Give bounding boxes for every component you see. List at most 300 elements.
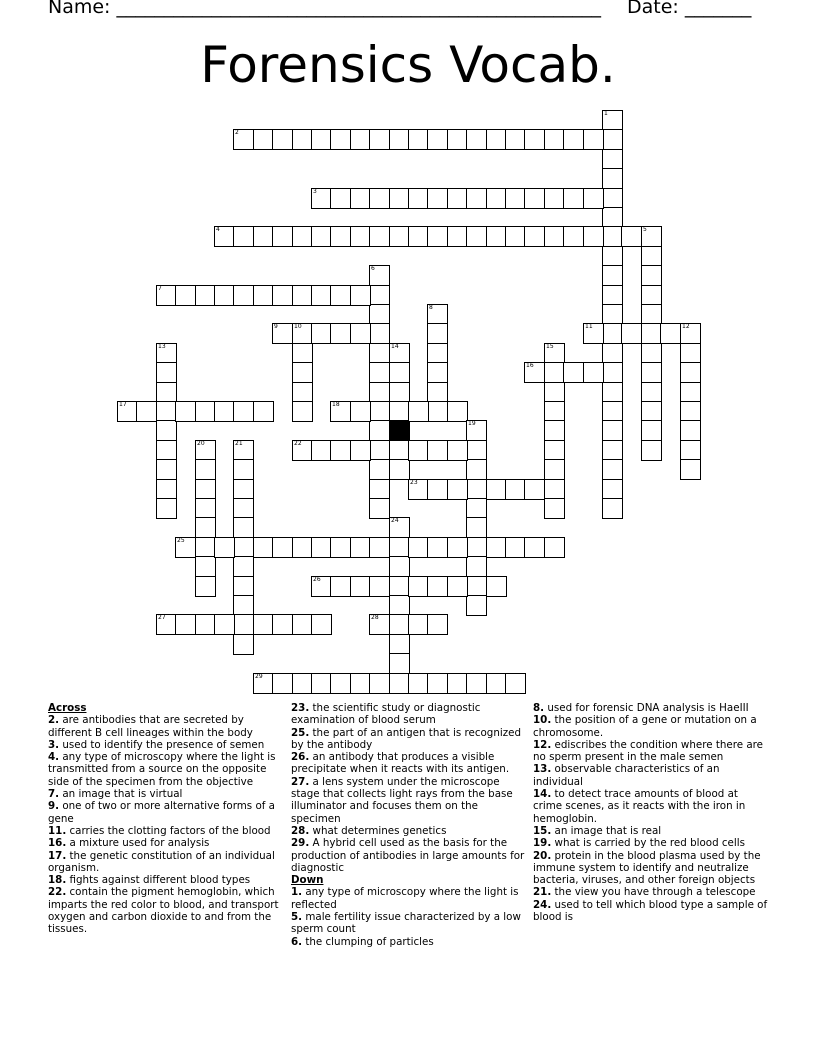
grid-cell[interactable] [389,673,410,694]
grid-cell[interactable] [389,343,410,364]
grid-cell[interactable] [486,479,507,500]
grid-cell[interactable] [602,362,623,383]
grid-cell[interactable] [292,401,313,422]
grid-cell[interactable] [369,401,390,422]
grid-cell[interactable] [253,226,274,247]
grid-cell[interactable] [195,537,216,558]
grid-cell[interactable] [641,285,662,306]
grid-cell[interactable] [544,343,565,364]
grid-cell[interactable] [447,673,468,694]
grid-cell[interactable] [330,440,351,461]
grid-cell[interactable] [408,226,429,247]
grid-cell[interactable] [369,673,390,694]
grid-cell[interactable] [350,673,371,694]
grid-cell[interactable] [292,226,313,247]
grid-cell[interactable] [524,188,545,209]
grid-cell[interactable] [447,188,468,209]
grid-cell[interactable] [389,440,410,461]
clue-number: 4. [48,751,60,764]
grid-cell[interactable] [156,285,177,306]
grid-cell[interactable] [389,614,410,635]
clue-number: 18 [332,401,340,408]
grid-cell[interactable] [486,576,507,597]
grid-cell[interactable] [602,188,623,209]
grid-cell[interactable] [350,285,371,306]
grid-cell[interactable] [466,498,487,519]
grid-cell[interactable] [524,479,545,500]
clue-text: fights against different blood types [66,874,251,887]
grid-cell[interactable] [272,673,293,694]
grid-cell[interactable] [117,401,138,422]
grid-cell[interactable] [233,226,254,247]
name-field-label: Name: ___________________________________________________ [48,0,601,18]
grid-cell[interactable] [175,401,196,422]
grid-cell[interactable] [524,362,545,383]
clue-number: 15 [546,343,554,350]
grid-cell[interactable] [330,673,351,694]
grid-cell[interactable] [369,537,390,558]
grid-cell[interactable] [427,614,448,635]
grid-cell[interactable] [641,265,662,286]
grid-cell[interactable] [233,129,254,150]
grid-cell[interactable] [602,304,623,325]
grid-cell[interactable] [563,129,584,150]
grid-cell[interactable] [427,537,448,558]
grid-cell[interactable] [253,614,274,635]
grid-cell[interactable] [253,401,274,422]
clue-number: 25. [291,726,310,739]
grid-cell[interactable] [292,537,313,558]
grid-cell[interactable] [292,614,313,635]
grid-cell[interactable] [369,576,390,597]
grid-cell[interactable] [447,576,468,597]
grid-cell[interactable] [563,188,584,209]
grid-cell[interactable] [583,226,604,247]
grid-cell[interactable] [544,188,565,209]
grid-cell[interactable] [233,595,254,616]
grid-cell[interactable] [156,614,177,635]
grid-cell[interactable] [466,479,487,500]
grid-cell[interactable] [563,226,584,247]
clue-number: 14. [533,788,552,801]
grid-cell[interactable] [253,673,274,694]
grid-cell[interactable] [195,556,216,577]
grid-cell[interactable] [156,498,177,519]
clue-number: 6. [291,935,303,948]
grid-cell[interactable] [602,129,623,150]
grid-cell[interactable] [253,129,274,150]
grid-cell[interactable] [641,343,662,364]
grid-cell[interactable] [272,226,293,247]
grid-cell[interactable] [466,576,487,597]
grid-cell[interactable] [311,614,332,635]
grid-cell[interactable] [408,401,429,422]
grid-cell[interactable] [408,537,429,558]
grid-cell[interactable] [466,537,487,558]
grid-cell[interactable] [233,285,254,306]
grid-cell[interactable] [369,459,390,480]
grid-cell[interactable] [583,188,604,209]
grid-cell[interactable] [156,401,177,422]
grid-cell[interactable] [427,576,448,597]
grid-cell[interactable] [330,401,351,422]
grid-cell[interactable] [369,285,390,306]
grid-cell[interactable] [311,285,332,306]
grid-cell[interactable] [427,323,448,344]
grid-cell[interactable] [175,285,196,306]
grid-cell[interactable] [330,323,351,344]
grid-cell[interactable] [350,440,371,461]
grid-cell[interactable] [621,226,642,247]
grid-cell[interactable] [292,673,313,694]
grid-cell[interactable] [680,459,701,480]
grid-cell[interactable] [350,129,371,150]
grid-cell[interactable] [602,382,623,403]
grid-cell[interactable] [369,304,390,325]
grid-cell[interactable] [389,401,410,422]
grid-cell[interactable] [156,440,177,461]
grid-cell[interactable] [389,595,410,616]
grid-cell[interactable] [602,110,623,131]
grid-cell[interactable] [233,517,254,538]
grid-cell[interactable] [292,323,313,344]
grid-cell[interactable] [156,420,177,441]
grid-cell[interactable] [641,382,662,403]
grid-cell[interactable] [195,285,216,306]
grid-cell[interactable] [466,517,487,538]
grid-cell[interactable] [505,129,526,150]
grid-cell[interactable] [292,129,313,150]
grid-cell[interactable] [369,362,390,383]
grid-cell[interactable] [408,129,429,150]
clue-number: 12 [682,323,690,330]
grid-cell[interactable] [447,479,468,500]
grid-cell[interactable] [195,576,216,597]
grid-cell[interactable] [505,673,526,694]
grid-cell[interactable] [292,362,313,383]
grid-cell[interactable] [369,129,390,150]
grid-cell[interactable] [214,226,235,247]
grid-cell[interactable] [544,479,565,500]
grid-cell[interactable] [466,226,487,247]
clue [48,874,284,886]
grid-cell[interactable] [156,343,177,364]
grid-cell[interactable] [350,537,371,558]
grid-cell[interactable] [214,285,235,306]
grid-cell[interactable] [330,537,351,558]
grid-cell[interactable] [292,343,313,364]
grid-cell[interactable] [330,226,351,247]
grid-cell[interactable] [156,362,177,383]
grid-cell[interactable] [641,362,662,383]
grid-cell[interactable] [524,129,545,150]
grid-cell[interactable] [136,401,157,422]
grid-cell[interactable] [486,673,507,694]
grid-cell[interactable] [156,479,177,500]
grid-cell[interactable] [427,440,448,461]
grid-cell[interactable] [505,479,526,500]
grid-cell[interactable] [369,479,390,500]
grid-cell[interactable] [447,537,468,558]
grid-cell[interactable] [641,440,662,461]
grid-cell[interactable] [195,479,216,500]
grid-cell[interactable] [544,440,565,461]
grid-cell[interactable] [389,537,410,558]
grid-cell[interactable] [680,401,701,422]
clue-text: the genetic constitution of an individual organism. [48,849,275,874]
grid-cell[interactable] [330,129,351,150]
grid-cell[interactable] [641,323,662,344]
grid-cell[interactable] [602,246,623,267]
clue-number: 23 [410,479,418,486]
grid-cell[interactable] [408,576,429,597]
grid-cell[interactable] [195,498,216,519]
grid-cell[interactable] [369,265,390,286]
grid-cell[interactable] [602,149,623,170]
grid-cell[interactable] [544,382,565,403]
grid-cell[interactable] [233,576,254,597]
grid-cell[interactable] [427,343,448,364]
grid-cell[interactable] [195,440,216,461]
grid-cell[interactable] [602,285,623,306]
grid-cell[interactable] [641,304,662,325]
grid-cell[interactable] [447,401,468,422]
date-field-label: Date: _______ [627,0,752,18]
grid-cell[interactable] [330,576,351,597]
grid-cell[interactable] [486,188,507,209]
grid-cell[interactable] [408,440,429,461]
grid-cell[interactable] [330,285,351,306]
clue-number: 28 [371,614,379,621]
down-clue-list-continued [533,702,769,923]
grid-cell[interactable] [641,420,662,441]
grid-cell[interactable] [195,459,216,480]
grid-cell[interactable] [602,265,623,286]
grid-cell[interactable] [524,226,545,247]
grid-cell[interactable] [311,226,332,247]
across-heading: Across [48,702,87,714]
grid-cell[interactable] [408,673,429,694]
clue-number: 28. [291,824,310,837]
grid-cell[interactable] [680,382,701,403]
grid-cell[interactable] [680,323,701,344]
grid-cell[interactable] [311,323,332,344]
clue [533,714,769,739]
grid-cell[interactable] [369,420,390,441]
grid-cell[interactable] [272,323,293,344]
grid-cell[interactable] [214,401,235,422]
grid-cell[interactable] [369,343,390,364]
grid-cell[interactable] [563,362,584,383]
grid-cell[interactable] [369,440,390,461]
clue [291,702,527,727]
grid-cell[interactable] [427,479,448,500]
grid-cell[interactable] [389,129,410,150]
grid-cell[interactable] [427,382,448,403]
grid-cell[interactable] [311,576,332,597]
grid-cell[interactable] [544,129,565,150]
grid-cell[interactable] [466,420,487,441]
grid-cell[interactable] [447,226,468,247]
grid-cell[interactable] [602,459,623,480]
grid-cell[interactable] [389,634,410,655]
grid-cell[interactable] [175,537,196,558]
grid-cell[interactable] [253,285,274,306]
grid-cell[interactable] [602,440,623,461]
grid-cell[interactable] [350,401,371,422]
grid-cell[interactable] [466,459,487,480]
grid-cell[interactable] [544,226,565,247]
grid-cell[interactable] [233,634,254,655]
grid-cell[interactable] [427,673,448,694]
grid-cell[interactable] [427,188,448,209]
grid-cell[interactable] [350,226,371,247]
grid-cell[interactable] [311,440,332,461]
grid-cell[interactable] [602,343,623,364]
grid-cell[interactable] [311,188,332,209]
grid-cell[interactable] [311,673,332,694]
grid-cell[interactable] [602,207,623,228]
grid-cell[interactable] [602,168,623,189]
grid-cell[interactable] [544,537,565,558]
grid-cell[interactable] [389,576,410,597]
grid-cell[interactable] [505,226,526,247]
grid-cell[interactable] [272,285,293,306]
grid-cell[interactable] [466,556,487,577]
grid-cell[interactable] [311,537,332,558]
grid-cell[interactable] [641,401,662,422]
grid-cell[interactable] [466,188,487,209]
clue [533,702,769,714]
grid-cell[interactable] [350,188,371,209]
grid-cell[interactable] [233,459,254,480]
grid-cell[interactable] [311,129,332,150]
clue [48,751,284,788]
grid-cell[interactable] [156,459,177,480]
grid-cell[interactable] [680,440,701,461]
grid-cell[interactable] [233,556,254,577]
grid-cell[interactable] [233,401,254,422]
grid-cell[interactable] [408,479,429,500]
grid-cell[interactable] [156,382,177,403]
grid-cell[interactable] [486,129,507,150]
grid-cell[interactable] [369,498,390,519]
grid-cell[interactable] [680,362,701,383]
clue [48,886,284,935]
grid-cell[interactable] [427,226,448,247]
grid-cell[interactable] [369,614,390,635]
grid-cell[interactable] [272,537,293,558]
grid-cell[interactable] [292,440,313,461]
grid-cell[interactable] [195,401,216,422]
grid-cell[interactable] [583,129,604,150]
grid-cell[interactable] [544,401,565,422]
grid-cell[interactable] [602,479,623,500]
grid-cell[interactable] [408,188,429,209]
grid-cell[interactable] [602,498,623,519]
grid-cell[interactable] [389,382,410,403]
grid-cell[interactable] [330,188,351,209]
grid-cell[interactable] [272,614,293,635]
grid-cell[interactable] [233,479,254,500]
grid-cell[interactable] [602,420,623,441]
grid-cell[interactable] [253,537,274,558]
grid-cell[interactable] [408,614,429,635]
clue-number: 10. [533,714,552,727]
grid-cell[interactable] [544,498,565,519]
grid-cell[interactable] [486,537,507,558]
grid-cell[interactable] [214,537,235,558]
grid-cell[interactable] [272,129,293,150]
grid-cell[interactable] [389,459,410,480]
grid-cell[interactable] [466,673,487,694]
grid-cell[interactable] [214,614,235,635]
grid-cell[interactable] [544,420,565,441]
grid-cell[interactable] [505,188,526,209]
grid-cell[interactable] [524,537,545,558]
grid-cell[interactable] [583,362,604,383]
grid-cell[interactable] [680,343,701,364]
grid-cell[interactable] [195,614,216,635]
grid-cell[interactable] [544,362,565,383]
grid-cell[interactable] [660,323,681,344]
grid-cell[interactable] [680,420,701,441]
grid-cell[interactable] [233,614,254,635]
grid-cell[interactable] [447,440,468,461]
grid-cell[interactable] [389,556,410,577]
grid-cell[interactable] [369,382,390,403]
grid-cell[interactable] [427,362,448,383]
grid-cell[interactable] [389,362,410,383]
grid-cell[interactable] [292,285,313,306]
grid-cell[interactable] [602,226,623,247]
grid-cell[interactable] [602,401,623,422]
grid-cell[interactable] [369,188,390,209]
grid-cell[interactable] [602,323,623,344]
grid-cell[interactable] [350,576,371,597]
grid-cell[interactable] [447,129,468,150]
grid-cell[interactable] [427,401,448,422]
grid-cell[interactable] [641,226,662,247]
grid-cell[interactable] [350,323,371,344]
grid-cell[interactable] [233,498,254,519]
grid-cell[interactable] [466,129,487,150]
grid-cell[interactable] [486,226,507,247]
grid-cell[interactable] [466,440,487,461]
grid-cell[interactable] [175,614,196,635]
grid-cell[interactable] [544,459,565,480]
grid-cell[interactable] [389,188,410,209]
grid-cell[interactable] [233,440,254,461]
grid-cell[interactable] [505,537,526,558]
grid-cell[interactable] [369,323,390,344]
grid-cell[interactable] [292,382,313,403]
grid-cell[interactable] [641,246,662,267]
clue [48,837,284,849]
grid-cell[interactable] [389,653,410,674]
grid-cell[interactable] [369,226,390,247]
grid-cell[interactable] [427,129,448,150]
grid-cell[interactable] [233,537,254,558]
grid-cell[interactable] [583,323,604,344]
grid-cell[interactable] [389,517,410,538]
grid-cell[interactable] [195,517,216,538]
grid-cell[interactable] [621,323,642,344]
grid-cell[interactable] [389,226,410,247]
grid-cell[interactable] [427,304,448,325]
grid-cell[interactable] [466,595,487,616]
clue-number: 26. [291,751,310,764]
